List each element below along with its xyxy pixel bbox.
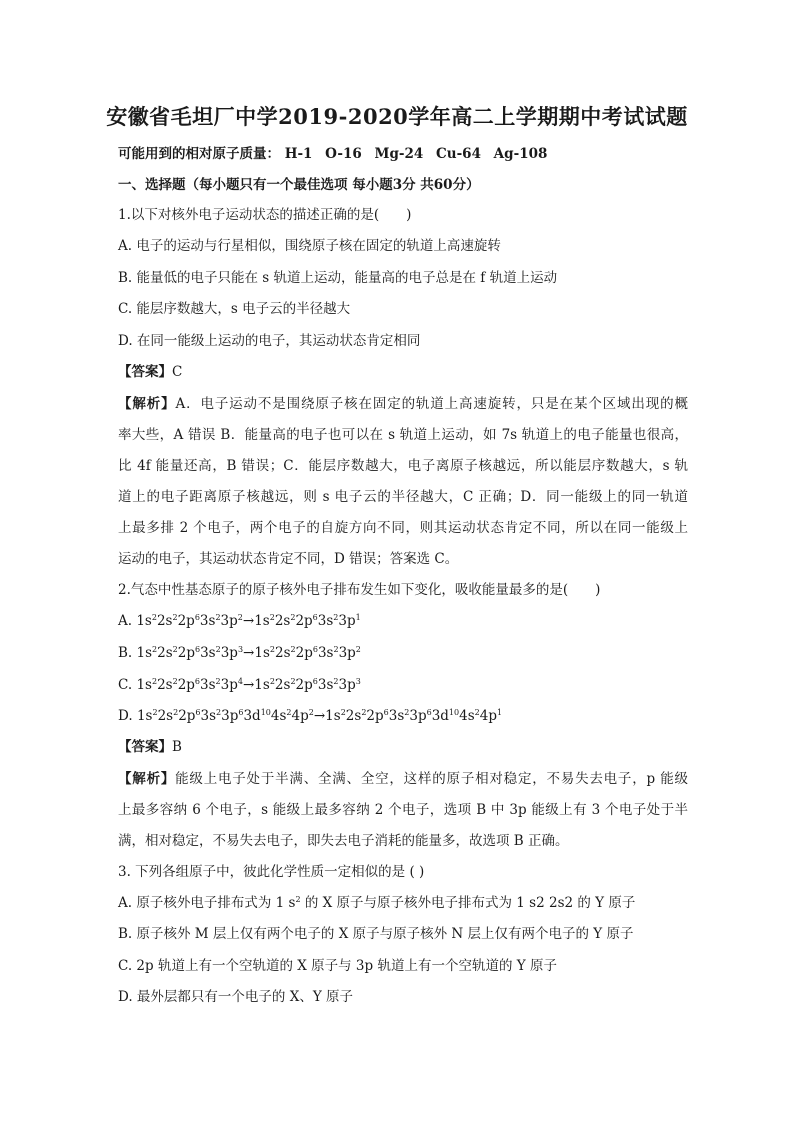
atomic-masses: [118, 144, 688, 164]
orbital: 2s: [274, 645, 291, 661]
mass-item: Ag-108: [493, 146, 548, 162]
orbital: 3p: [220, 677, 238, 693]
orbital: 3p: [338, 645, 356, 661]
orbital: 2p: [295, 677, 313, 693]
electron-count: 2: [216, 708, 222, 717]
electron-count: 2: [151, 613, 157, 622]
question-1-analysis-line: 率大些，A 错误 B．能量高的电子也可以在 s 轨道上运动，如 7s 轨道上的电子能量也很高，: [118, 427, 688, 443]
electron-count: 2: [290, 645, 296, 654]
orbital: 3p: [220, 613, 238, 629]
orbital: 4p: [291, 708, 309, 724]
analysis-text: A．电子运动不是围绕原子核在固定的轨道上高速旋转，只是在某个区域出现的概: [175, 396, 689, 412]
analysis-tag: 【解析】: [118, 396, 176, 412]
orbital: 3s: [388, 708, 405, 724]
electron-count: 2: [404, 708, 410, 717]
electron-count: 2: [474, 708, 480, 717]
orbital: 3p: [221, 708, 239, 724]
electron-count: 6: [238, 708, 244, 717]
electron-count: 2: [286, 708, 292, 717]
mass-item: Cu-64: [436, 146, 481, 162]
electron-count: 1: [355, 613, 361, 622]
orbital: 3d: [243, 708, 261, 724]
electron-count: 3: [237, 645, 244, 654]
orbital: 3s: [317, 677, 334, 693]
orbital: 2p: [177, 645, 195, 661]
question-1-analysis-line: 道上的电子距离原子核越远，则 s 电子云的半径越大，C 正确；D．同一能级上的同一轨道: [118, 489, 688, 505]
electron-count: 2: [308, 708, 314, 717]
orbital: 3s: [200, 677, 216, 693]
orbital: 2s: [157, 708, 174, 724]
orbital: 1s: [325, 708, 341, 724]
orbital: 2s: [157, 645, 173, 661]
question-1-analysis-line: 运动的电子，其运动状态肯定不同，D 错误；答案选 C。: [118, 551, 459, 567]
question-3-option-b: B. 原子核外 M 层上仅有两个电子的 X 原子与原子核外 N 层上仅有两个电子的 Y 原子: [118, 926, 634, 942]
orbital: 1s: [254, 645, 270, 661]
question-2-analysis-line: [118, 769, 688, 789]
arrow-icon: →: [313, 708, 326, 724]
orbital: 2p: [177, 677, 195, 693]
orbital: 3p: [220, 645, 238, 661]
orbital: 1s: [136, 708, 153, 724]
question-3-option-d: D. 最外层都只有一个电子的 X、Y 原子: [118, 989, 354, 1005]
orbital: 2s: [157, 677, 173, 693]
orbital: 4s: [270, 708, 287, 724]
question-3-option-a: [118, 893, 688, 913]
electron-count: 3: [355, 677, 361, 686]
arrow-icon: →: [242, 613, 255, 629]
answer-value: C: [172, 364, 183, 380]
arrow-icon: →: [243, 645, 255, 661]
orbital: 3p: [338, 677, 356, 693]
question-2-answer: [118, 737, 688, 757]
orbital: 3s: [200, 708, 217, 724]
electron-count: 2: [333, 613, 339, 622]
orbital: 4s: [459, 708, 475, 724]
question-1-analysis-line: 比 4f 能量还高，B 错误；C．能层序数越大，电子离原子核越远，所以能层序数越大，s 轨: [118, 458, 688, 474]
electron-count: 2: [290, 613, 296, 622]
orbital: 2s: [345, 708, 362, 724]
orbital: 3s: [199, 613, 216, 629]
electron-count: 6: [312, 613, 318, 622]
page-title: 安徽省毛坦厂中学2019-2020学年高二上学期期中考试试题: [106, 104, 688, 129]
electron-count: 6: [194, 613, 200, 622]
masses-label: 可能用到的相对原子质量：: [118, 146, 280, 162]
orbital: 3d: [431, 708, 449, 724]
analysis-text: 能级上电子处于半满、全满、全空，这样的原子相对稳定，不易失去电子，p 能级: [175, 771, 689, 787]
question-2-option-a: [118, 611, 688, 631]
orbital: 3s: [317, 613, 334, 629]
orbital: 2s: [274, 613, 291, 629]
orbital: 3s: [317, 645, 334, 661]
answer-value: B: [172, 739, 182, 755]
electron-count: 6: [194, 677, 201, 686]
mass-item: O-16: [325, 146, 362, 162]
question-2-analysis-line: 上最多容纳 6 个电子，s 能级上最多容纳 2 个电子，选项 B 中 3p 能级上有 3 个电子处于半: [118, 802, 688, 818]
electron-count: 2: [215, 645, 221, 654]
orbital: 1s: [136, 645, 153, 661]
answer-tag: 【答案】: [118, 364, 172, 380]
electron-count: 2: [172, 677, 178, 686]
question-1-option-d: D. 在同一能级上运动的电子，其运动状态肯定相同: [118, 333, 421, 349]
option-label: C.: [118, 677, 137, 693]
electron-count: 2: [333, 645, 339, 654]
electron-count: 10: [260, 708, 271, 717]
electron-count: 2: [215, 613, 221, 622]
electron-count: 1: [496, 708, 503, 717]
orbital: 2p: [295, 645, 313, 661]
orbital: 2p: [366, 708, 384, 724]
question-2-analysis-line: 满，相对稳定，不易失去电子，即失去电子消耗的能量多，故选项 B 正确。: [118, 833, 569, 849]
question-1-option-c: C. 能层序数越大，s 电子云的半径越大: [118, 301, 351, 317]
orbital: 3p: [338, 613, 356, 629]
electron-count: 2: [361, 708, 367, 717]
electron-count: 6: [312, 645, 318, 654]
analysis-tag: 【解析】: [118, 771, 176, 787]
answer-tag: 【答案】: [118, 739, 172, 755]
arrow-icon: →: [242, 677, 255, 693]
orbital: 1s: [254, 613, 270, 629]
orbital: 1s: [254, 677, 270, 693]
orbital: 2s: [274, 677, 291, 693]
orbital: 1s: [136, 613, 152, 629]
electron-count: 2: [173, 708, 179, 717]
electron-count: 2: [290, 677, 296, 686]
question-1-analysis-line: 上最多排 2 个电子，两个电子的自旋方向不同，则其运动状态肯定不同，所以在同一能级上: [118, 520, 688, 536]
electron-count: 2: [151, 677, 158, 686]
electron-count: 6: [195, 645, 201, 654]
orbital: 2p: [177, 613, 195, 629]
electron-count: 4: [237, 677, 243, 686]
orbital: 3p: [409, 708, 427, 724]
option-text: 的 X 原子与原子核外电子排布式为 1 s2 2s2 的 Y 原子: [300, 895, 636, 911]
electron-count: 2: [172, 613, 178, 622]
mass-item: H-1: [284, 146, 313, 162]
option-label: A.: [118, 613, 137, 629]
electron-count: 2: [269, 613, 275, 622]
question-1-analysis-line: [118, 394, 688, 414]
orbital: 2s: [156, 613, 173, 629]
electron-count: 2: [215, 677, 221, 686]
electron-count: 2: [152, 708, 158, 717]
electron-count: 6: [383, 708, 389, 717]
question-1-answer: [118, 362, 688, 382]
question-1-option-b: B. 能量低的电子只能在 s 轨道上运动，能量高的电子总是在 f 轨道上运动: [118, 270, 558, 286]
question-2-option-d: [118, 706, 688, 726]
question-1-stem: 1.以下对核外电子运动状态的描述正确的是( ): [118, 207, 412, 223]
electron-count: 6: [426, 708, 432, 717]
electron-count: 6: [312, 677, 318, 686]
section-heading: 一、选择题（每小题只有一个最佳选项 每小题3分 共60分）: [118, 177, 480, 193]
orbital: 2p: [295, 613, 313, 629]
electron-count: 6: [195, 708, 201, 717]
electron-count: 2: [333, 677, 339, 686]
electron-count: 2: [340, 708, 346, 717]
electron-count: 2: [269, 677, 275, 686]
orbital: 4p: [479, 708, 497, 724]
question-2-option-b: [118, 643, 688, 663]
question-1-option-a: A. 电子的运动与行星相似，围绕原子核在固定的轨道上高速旋转: [118, 238, 501, 254]
electron-count: 10: [448, 708, 460, 717]
option-label: D.: [118, 708, 137, 724]
question-3-stem: 3. 下列各组原子中，彼此化学性质一定相似的是 ( ): [118, 864, 425, 880]
orbital: 3s: [200, 645, 216, 661]
mass-item: Mg-24: [374, 146, 424, 162]
superscript: 2: [295, 895, 301, 904]
question-2-option-c: [118, 675, 688, 695]
electron-count: 2: [269, 645, 275, 654]
electron-count: 2: [172, 645, 178, 654]
electron-count: 2: [152, 645, 158, 654]
electron-count: 2: [355, 645, 361, 654]
question-2-stem: 2.气态中性基态原子的原子核外电子排布发生如下变化，吸收能量最多的是( ): [118, 582, 601, 598]
electron-count: 2: [237, 613, 243, 622]
option-text: A. 原子核外电子排布式为 1 s: [118, 895, 296, 911]
option-label: B.: [118, 645, 137, 661]
orbital: 1s: [136, 677, 152, 693]
question-3-option-c: C. 2p 轨道上有一个空轨道的 X 原子与 3p 轨道上有一个空轨道的 Y 原子: [118, 958, 557, 974]
orbital: 2p: [178, 708, 196, 724]
